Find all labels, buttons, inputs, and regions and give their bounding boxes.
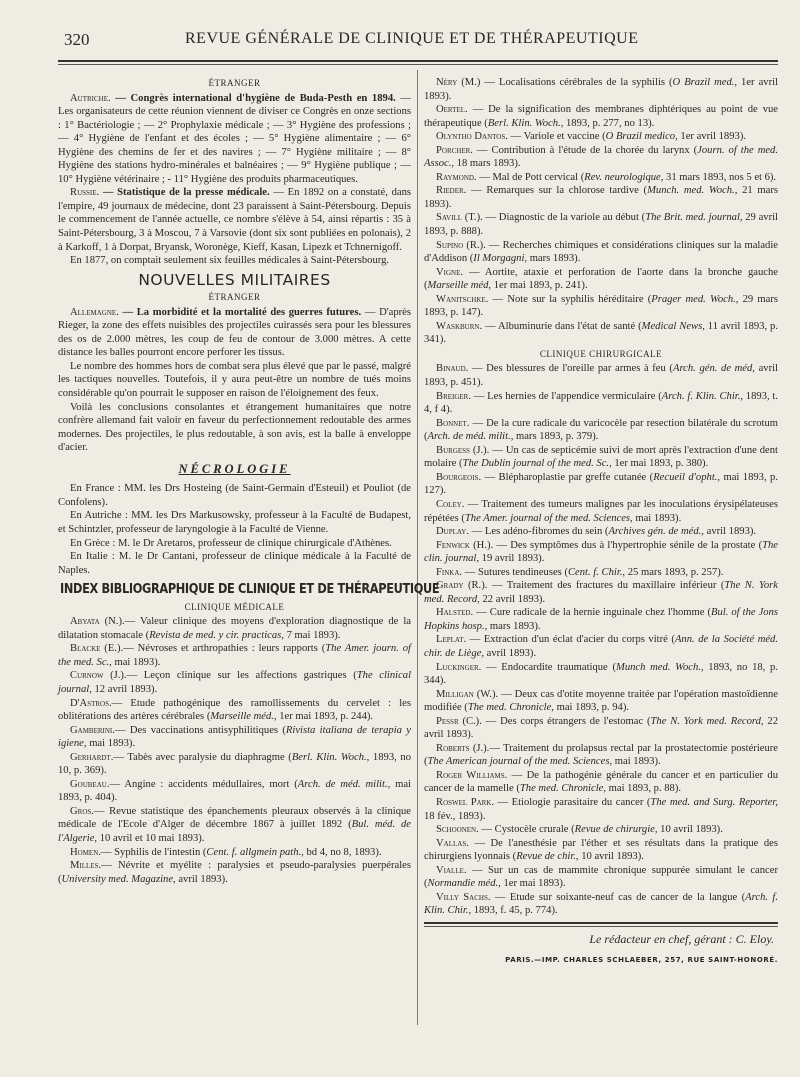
bibliography-author: Luckinger. <box>436 661 482 673</box>
bibliography-source: Ann. de la Société méd. chir. de Liège, <box>424 634 779 659</box>
section-title-nouvelles-militaires: NOUVELLES MILITAIRES <box>138 270 331 289</box>
bibliography-entry <box>424 103 778 130</box>
bibliography-entry <box>424 320 778 347</box>
bibliography-entry <box>424 525 778 539</box>
bibliography-title: — Aortite, ataxie et perforation de l'aorte dans la bronche gauche ( <box>424 266 778 292</box>
bibliography-source: Recueil d'opht., <box>653 471 721 483</box>
bibliography-date: 1er mai 1893, p. 244). <box>276 711 374 723</box>
header-rule <box>58 60 778 62</box>
bibliography-date: mai 1893). <box>632 512 682 524</box>
paragraph-text: — D'après Rieger, la zone des effets nuisibles des projectiles cuirassés sera pour les blessures des os de 2.000 mètres, les coup de feu de contour de 3.000 mètres. A cette distance les balles pourront encore perforer les tissus. <box>58 306 411 359</box>
bibliography-author: Milligan (W.). <box>436 688 499 700</box>
bibliography-source: Journ. of the med. Assoc., <box>424 144 778 170</box>
bibliography-author: Vallas. <box>436 837 469 849</box>
bibliography-source: The med. Chronicle, <box>467 702 554 714</box>
bibliography-author: Villy Sachs. <box>436 891 491 903</box>
bibliography-title: — Névrite et myélite : paralysies et pseudo-paralysies puerpérales ( <box>58 860 411 885</box>
bibliography-entry <box>424 661 778 688</box>
section-subheading: CLINIQUE MÉDICALE <box>184 601 285 612</box>
bibliography-title: — Diagnostic de la variole au début ( <box>482 212 646 224</box>
bibliography-date: 11 avril 1893, p. 341). <box>424 320 778 346</box>
bibliography-source: Cent. f. Chir., <box>567 566 626 578</box>
bibliography-author: Leplat. <box>436 634 467 646</box>
bibliography-entry <box>424 390 778 417</box>
bibliography-title: — Névroses et arthropathies : leurs rapports ( <box>123 643 326 655</box>
bibliography-date: 18 mars 1893). <box>454 158 521 170</box>
necrology-italie: En Italie : M. le Dr Cantani, professeur de clinique médicale à la Faculté de Naples. <box>58 551 411 576</box>
bibliography-date: mai 1893). <box>86 738 136 750</box>
bibliography-entry <box>58 751 411 778</box>
bibliography-author: Wanitschke. <box>436 293 489 305</box>
bibliography-entry <box>424 211 778 238</box>
section-title-necrologie: NÉCROLOGIE <box>178 461 291 476</box>
bibliography-date: 1er avril 1893). <box>424 77 778 102</box>
bibliography-title: — Traitement des fractures du maxillaire inférieur ( <box>487 580 725 592</box>
bibliography-title: — Traitement des tumeurs malignes par les inoculations érysipélateuses répétées ( <box>424 498 778 524</box>
column-divider <box>417 70 418 1025</box>
bibliography-author: Blacke (E.). <box>70 643 124 655</box>
bibliography-title: — Des vaccinations antisyphilitiques ( <box>114 724 286 736</box>
bibliography-entry <box>424 498 778 525</box>
bibliography-date: bd 4, no 8, 1893). <box>303 846 382 858</box>
bibliography-title: — Recherches chimiques et considérations cliniques sur la maladie d'Addison ( <box>424 239 778 265</box>
bibliography-entry <box>58 697 411 724</box>
bibliography-author: Supino (R.). <box>436 239 486 251</box>
bibliography-date: 7 mai 1893). <box>283 629 341 641</box>
bibliography-date: avril 1893). <box>703 526 757 538</box>
paragraph-text: — En 1892 on a constaté, dans l'empire, 49 journaux de médecine, dont 23 paraissent à Saint-Pétersbourg. Depuis le commencement de l'année actuelle, ce nombre s'élève à 54, ainsi répartis : 35 à Saint-Pétersbourg, 3 à Moscou, 7 à Varsovie (dont six sont publiées en polonais), 2 à Karkoff, 1 à Dorpat, Bryansk, Woronège, Kieff, Kasan, Lipezk et Tchnernigoff. <box>58 187 411 253</box>
left-column <box>58 76 440 886</box>
bibliography-author: Roger Williams. <box>436 769 508 781</box>
bibliography-title: — Contribution à l'étude de la chorée du larynx ( <box>472 144 698 156</box>
bibliography-author: Néry (M.) <box>436 77 481 88</box>
bibliography-source: Normandie méd., <box>427 878 501 890</box>
page-number: 320 <box>64 30 90 49</box>
bibliography-date: mars 1893). <box>487 620 541 632</box>
bibliography-author: Duplay. <box>436 526 469 538</box>
bibliography-date: 22 avril 1893). <box>424 715 778 741</box>
bibliography-title: — Tabès avec paralysie du diaphragme ( <box>113 751 292 763</box>
bibliography-title: — Revue statistique des épanchements pleuraux observés à la clinique médicale de l'Ecole d'Alger de décembre 1867 à juillet 1892 ( <box>58 805 411 831</box>
bibliography-entry <box>58 615 411 642</box>
bibliography-source: Munch med. Woch., <box>616 661 704 673</box>
right-column <box>424 76 778 968</box>
bibliography-list <box>424 362 778 917</box>
bibliography-date: 22 avril 1893). <box>479 593 546 605</box>
bibliography-author: Schoonen. <box>436 824 479 836</box>
bibliography-author: Olyntho Dantos. <box>436 131 508 143</box>
bibliography-author: Pessr (C.). <box>436 715 482 727</box>
bibliography-title: — Valeur clinique des moyens d'exploration diagnostique de la dilatation stomacale ( <box>58 616 411 641</box>
bibliography-source: The Dublin journal of the med. Sc., <box>462 458 612 470</box>
bibliography-author: D'Astros. <box>70 697 112 709</box>
bibliography-author: Curnow (J.). <box>70 670 127 682</box>
bibliography-source: The N. York med. Record, <box>424 580 778 605</box>
bibliography-date: mars 1893). <box>527 253 581 265</box>
bibliography-date: mars 1893, p. 379). <box>513 431 599 443</box>
bibliography-source: The clinical journal, <box>58 670 412 695</box>
section-title-index: INDEX BIBLIOGRAPHIQUE DE CLINIQUE ET DE THÉRAPEUTIQUE <box>60 582 440 598</box>
bibliography-title: — Les adéno-fibromes du sein ( <box>469 526 609 538</box>
bibliography-title: — Des symptômes dus à l'hypertrophie sénile de la prostate ( <box>493 539 763 551</box>
bibliography-author: Raymond. <box>436 171 477 183</box>
bibliography-title: — Endocardite traumatique ( <box>481 661 616 673</box>
header-rule-thin <box>58 64 778 65</box>
bibliography-entry <box>424 417 778 444</box>
bibliography-title: — Remarques sur la chlorose tardive ( <box>466 185 648 197</box>
bibliography-title: — Etude sur soixante-neuf cas de cancer de la langue ( <box>490 891 746 903</box>
bibliography-entry <box>424 769 778 796</box>
bibliography-entry <box>58 669 411 696</box>
editor-signature: Le rédacteur en chef, gérant : C. Eloy. <box>589 931 774 946</box>
paragraph-text: Le nombre des hommes hors de combat sera plus élevé que par le passé, malgré les tactiques nouvelles. Toutefois, il y aura peut-être un nombre de tués moins considérable qu'on pourrait le supposer en raison de l'éloignement des feux. <box>58 360 411 400</box>
necrology-autriche: En Autriche : MM. les Drs Markusowsky, professeur à la Faculté de Budapest, et Schintzler, professeur de laryngologie à la Faculté de Vienne. <box>58 510 411 535</box>
bibliography-date: 1er avril 1893). <box>677 131 746 143</box>
bibliography-source: Berl. Klin. Woch., <box>291 751 370 763</box>
bibliography-date: 1893, f. 45, p. 774). <box>471 905 558 917</box>
footer-rule <box>424 922 778 924</box>
bibliography-date: 1893, p. 277, no 13). <box>563 117 655 129</box>
bibliography-title: — Leçon clinique sur les affections gastriques ( <box>126 670 357 682</box>
bibliography-author: Breiger. <box>436 390 471 402</box>
bibliography-entry <box>424 266 778 293</box>
bibliography-source: Rev. neurologique, <box>584 171 664 183</box>
bibliography-title: — Sutures tendineuses ( <box>462 566 568 578</box>
bibliography-author: Finka. <box>436 566 463 578</box>
paragraph-label: Autriche. <box>70 92 111 104</box>
bibliography-author: Waskburn. <box>436 320 483 332</box>
bibliography-date: 29 mars 1893, p. 147). <box>424 293 778 319</box>
bibliography-date: 31 mars 1893, nos 5 et 6). <box>663 171 777 183</box>
paragraph-text: Voilà les conclusions consolantes et étrangement humanitaires que notre confrère allemand fait valoir en faveur du perfectionnement redoutable des armes modernes. Des projectiles, le plus redoutable, à son avis, est la balle à enveloppe d'acier. <box>58 401 411 454</box>
bibliography-date: avril 1893, p. 451). <box>424 363 778 389</box>
bibliography-title: — Localisations cérébrales de la syphilis ( <box>480 77 673 88</box>
running-title: REVUE GÉNÉRALE DE CLINIQUE ET DE THÉRAPEUTIQUE <box>185 30 639 47</box>
bibliography-date: 21 mars 1893). <box>424 185 778 210</box>
necrology-grece: En Grèce : M. le Dr Aretaros, professeur de clinique chirurgicale d'Athènes. <box>70 537 392 549</box>
bibliography-entry <box>424 171 778 185</box>
bibliography-entry <box>424 444 778 471</box>
paragraph-russie <box>58 186 411 254</box>
bibliography-entry <box>424 539 778 566</box>
bibliography-title: — Des corps étrangers de l'estomac ( <box>481 715 651 727</box>
bibliography-date: mai 1893, p. 88). <box>606 783 682 795</box>
paragraph-heading: — Congrès international d'hygiène de Buda-Pesth en 1894. <box>115 92 396 104</box>
footer-rule-thin <box>424 926 778 927</box>
bibliography-entry <box>58 642 411 669</box>
paragraph-heading: — La morbidité et la mortalité des guerres futures. <box>122 306 362 318</box>
bibliography-entry <box>424 566 778 580</box>
bibliography-date: 25 mars 1893, p. 257). <box>625 566 724 578</box>
bibliography-title: — Un cas de septicémie suivi de mort après l'extraction d'une dent molaire ( <box>424 444 779 470</box>
bibliography-date: avril 1893). <box>484 647 537 659</box>
bibliography-source: Revue de chir., <box>516 851 579 863</box>
bibliography-source: The Amer. journal of the med. Sciences, <box>464 512 633 524</box>
bibliography-date: mai 1893). <box>111 656 161 668</box>
bibliography-date: 19 avril 1893). <box>479 553 545 565</box>
bibliography-entry <box>424 579 778 606</box>
bibliography-entry <box>424 796 778 823</box>
bibliography-date: 18 fév., 1893). <box>424 810 486 822</box>
bibliography-source: Revista de med. y cir. practicas, <box>149 629 284 641</box>
section-subheading: CLINIQUE CHIRURGICALE <box>539 348 663 359</box>
bibliography-author: Coley. <box>436 498 465 510</box>
bibliography-title: — De la signification des membranes diphtériques au point de vue thérapeutique ( <box>424 104 778 129</box>
bibliography-author: Bonnet. <box>436 417 470 429</box>
bibliography-date: 10 avril et 10 mai 1893). <box>97 832 205 844</box>
bibliography-source: Cent. f. allgmein path., <box>206 846 304 858</box>
bibliography-entry <box>58 778 411 805</box>
bibliography-title: — Angine : accidents médullaires, mort ( <box>109 778 298 790</box>
bibliography-author: Gamberini. <box>70 724 115 736</box>
bibliography-date: 1893, t. 4, f 4). <box>424 390 778 416</box>
bibliography-author: Gerhardt. <box>70 751 114 763</box>
bibliography-entry <box>424 130 778 144</box>
bibliography-author: Burgess (J.). <box>436 444 490 456</box>
paragraph-heading: — Statistique de la presse médicale. <box>102 187 270 199</box>
section-subheading: ÉTRANGER <box>208 292 261 303</box>
bibliography-author: Vialle. <box>436 864 467 876</box>
bibliography-title: — Les hernies de l'appendice vermiculaire ( <box>471 390 662 402</box>
bibliography-entry <box>424 864 778 891</box>
bibliography-author: Bourgeois. <box>436 471 482 483</box>
bibliography-title: — De l'anesthésie par l'éther et ses résultats dans la pratique des chirurgiens lyonnais ( <box>424 837 778 863</box>
bibliography-entry <box>58 805 411 846</box>
bibliography-source: Bul. of the Jons Hopkins hosp., <box>424 607 778 632</box>
bibliography-title: — Blépharoplastie par greffe cutanée ( <box>481 471 654 483</box>
bibliography-source: Il Morgagni, <box>473 253 528 265</box>
bibliography-source: Marseille méd, <box>427 280 492 292</box>
bibliography-title: — Variole et vaccine ( <box>507 131 606 143</box>
bibliography-list <box>424 76 778 347</box>
bibliography-source: Rivista italiana de terapia y igiene, <box>58 724 411 750</box>
bibliography-author: Grady (R.). <box>436 580 488 592</box>
paragraph-allemagne <box>58 306 411 360</box>
bibliography-entry <box>424 76 778 103</box>
paragraph-text: En 1877, on comptait seulement six feuilles médicales à Saint-Pétersbourg. <box>70 255 390 267</box>
bibliography-source: Revue de chirurgie, <box>574 824 658 836</box>
bibliography-source: The med. Chronicle, <box>519 783 606 795</box>
bibliography-source: Arch. de méd. milit., <box>427 431 514 443</box>
paragraph-label: Russie. <box>70 187 100 199</box>
bibliography-title: — De la pathogénie générale du cancer et en particulier du cancer de la mamelle ( <box>424 769 778 795</box>
bibliography-entry <box>424 239 778 266</box>
paragraph-text: — Les organisateurs de cette réunion viennent de diviser ce Congrès en onze sections : 1° Bactériologie ; — 2° Prophylaxie médicale ; — 3° Hygiène des professions ; — 4° Hygiène de l'enfant et des écoles ; — 5° Hygiène alimentaire ; — 6° Hygiène des chemins de fer et des navires ; — 7° Hygiène militaire ; — 8° Hygiène des stations hydro-minérales et balnéaires ; — 9° Hygiène publique ; — 10° Hygiène vétérinaire ; - 11° Hygiène des produits pharmaceutiques. <box>58 92 412 185</box>
bibliography-source: Arch. f. Klin. Chir., <box>424 891 778 917</box>
bibliography-date: mai 1893, p. 94). <box>553 702 629 714</box>
bibliography-source: Arch. gén. de méd, <box>672 363 755 375</box>
bibliography-source: Munch. med. Woch., <box>647 185 738 197</box>
bibliography-entry <box>58 859 411 886</box>
bibliography-entry <box>424 742 778 769</box>
bibliography-entry <box>424 633 778 660</box>
bibliography-source: Marseille méd., <box>210 711 277 723</box>
bibliography-source: The clin. journal, <box>424 539 778 565</box>
bibliography-title: — Cystocèle crurale ( <box>478 824 575 836</box>
bibliography-title: — Extraction d'un éclat d'acier du corps vitré ( <box>466 634 675 646</box>
bibliography-author: Homen. <box>70 846 101 858</box>
bibliography-source: The American journal of the med. Sciences, <box>427 756 613 768</box>
bibliography-source: O Brazil medico, <box>605 131 678 143</box>
bibliography-author: Rieder. <box>436 185 467 197</box>
bibliography-entry <box>424 184 778 211</box>
paragraph-autriche <box>58 92 411 187</box>
bibliography-author: Binaud. <box>436 363 469 375</box>
bibliography-entry <box>424 688 778 715</box>
bibliography-source: Arch. f. Klin. Chir., <box>661 390 744 402</box>
bibliography-date: 1er mai 1893). <box>500 878 566 890</box>
bibliography-date: 1er mai 1893, p. 241). <box>491 280 588 292</box>
bibliography-author: Abyata (N.). <box>70 616 125 628</box>
bibliography-author: Roberts (J.). <box>436 742 490 754</box>
bibliography-source: The Brit. med. journal, <box>645 212 743 224</box>
bibliography-title: — Mal de Pott cervical ( <box>476 171 585 183</box>
bibliography-source: O Brazil med., <box>672 77 738 88</box>
paragraph-label: Allemagne. <box>70 306 119 318</box>
printer-imprint: PARIS.—IMP. CHARLES SCHLAEBER, 257, RUE SAINT-HONORÉ. <box>505 956 778 965</box>
bibliography-date: mai 1893). <box>612 756 661 768</box>
section-subheading: ÉTRANGER <box>208 78 261 88</box>
bibliography-date: 1893, no 18, p. 344). <box>424 661 778 687</box>
bibliography-author: Roswel Park. <box>436 796 495 808</box>
bibliography-author: Vigne. <box>436 266 464 278</box>
bibliography-source: Arch. de méd. milit., <box>297 778 391 790</box>
bibliography-title: — Deux cas d'otite moyenne traitée par l'opération mastoïdienne modifiée ( <box>424 688 778 714</box>
bibliography-date: mai 1893, p. 127). <box>424 471 778 497</box>
bibliography-title: — Des blessures de l'oreille par armes à feu ( <box>468 363 673 375</box>
bibliography-author: Savill (T.). <box>436 212 483 224</box>
bibliography-author: Gros. <box>70 805 94 817</box>
bibliography-source: Archives gén. de méd., <box>608 526 704 538</box>
bibliography-source: Prager med. Woch., <box>651 293 739 305</box>
bibliography-source: Berl. Klin. Woch., <box>487 117 564 129</box>
bibliography-entry <box>424 362 778 389</box>
bibliography-title: — Albuminurie dans l'état de santé ( <box>482 320 642 332</box>
bibliography-source: Medical News, <box>641 320 705 332</box>
bibliography-date: 29 avril 1893, p. 888). <box>424 212 778 238</box>
bibliography-author: Halsted. <box>436 607 474 619</box>
bibliography-author: Fenwick (H.). <box>436 539 494 551</box>
bibliography-author: Porcher. <box>436 144 473 156</box>
bibliography-title: — Traitement du prolapsus rectal par la prostatectomie postérieure ( <box>424 742 778 768</box>
bibliography-entry <box>424 823 778 837</box>
bibliography-entry <box>58 846 411 860</box>
bibliography-entry <box>424 837 778 864</box>
bibliography-entry <box>58 724 411 751</box>
bibliography-entry <box>424 471 778 498</box>
bibliography-title: — Note sur la syphilis héréditaire ( <box>488 293 652 305</box>
bibliography-title: — De la cure radicale du varicocèle par resection bilatérale du scrotum ( <box>424 417 778 443</box>
bibliography-source: The N. York med. Record, <box>650 715 764 727</box>
bibliography-source: Bul. méd. de l'Algerie, <box>58 819 411 844</box>
bibliography-entry <box>424 606 778 633</box>
bibliography-title: — Sur un cas de mammite chronique suppurée simulant le cancer ( <box>424 864 778 890</box>
bibliography-list <box>58 615 411 886</box>
bibliography-title: — Cure radicale de la hernie inguinale chez l'homme ( <box>473 607 712 619</box>
bibliography-entry <box>424 715 778 742</box>
bibliography-date: mai 1893, p. 404). <box>58 778 411 804</box>
bibliography-date: 10 avril 1893). <box>578 851 644 863</box>
bibliography-title: — Syphilis de l'intestin ( <box>100 846 207 858</box>
necrology-france: En France : MM. les Drs Hosteing (de Saint-Germain d'Esteuil) et Pouliot (de Confolens). <box>58 483 411 508</box>
bibliography-source: The med. and Surg. Reporter, <box>650 796 778 808</box>
bibliography-date: avril 1893). <box>175 873 228 885</box>
bibliography-entry <box>424 891 778 918</box>
bibliography-author: Milles. <box>70 860 102 872</box>
bibliography-date: 1er mai 1893, p. 380). <box>611 458 709 470</box>
bibliography-source: University med. Magazine, <box>61 873 176 885</box>
bibliography-date: 10 avril 1893). <box>657 824 723 836</box>
bibliography-title: — Etiologie parasitaire du cancer ( <box>494 796 651 808</box>
bibliography-source: The Amer. journ. of the med. Sc., <box>58 643 411 668</box>
bibliography-author: Goubeau. <box>70 778 110 790</box>
bibliography-entry <box>424 144 778 171</box>
bibliography-title: — Etude pathogénique des ramollissements du cervelet : les oblitérations des artères cérébrales ( <box>58 697 411 723</box>
bibliography-date: 1893, no 10, p. 369). <box>58 751 411 777</box>
bibliography-date: 12 avril 1893). <box>91 683 158 695</box>
bibliography-entry <box>424 293 778 320</box>
bibliography-author: Oertel. <box>436 104 468 116</box>
